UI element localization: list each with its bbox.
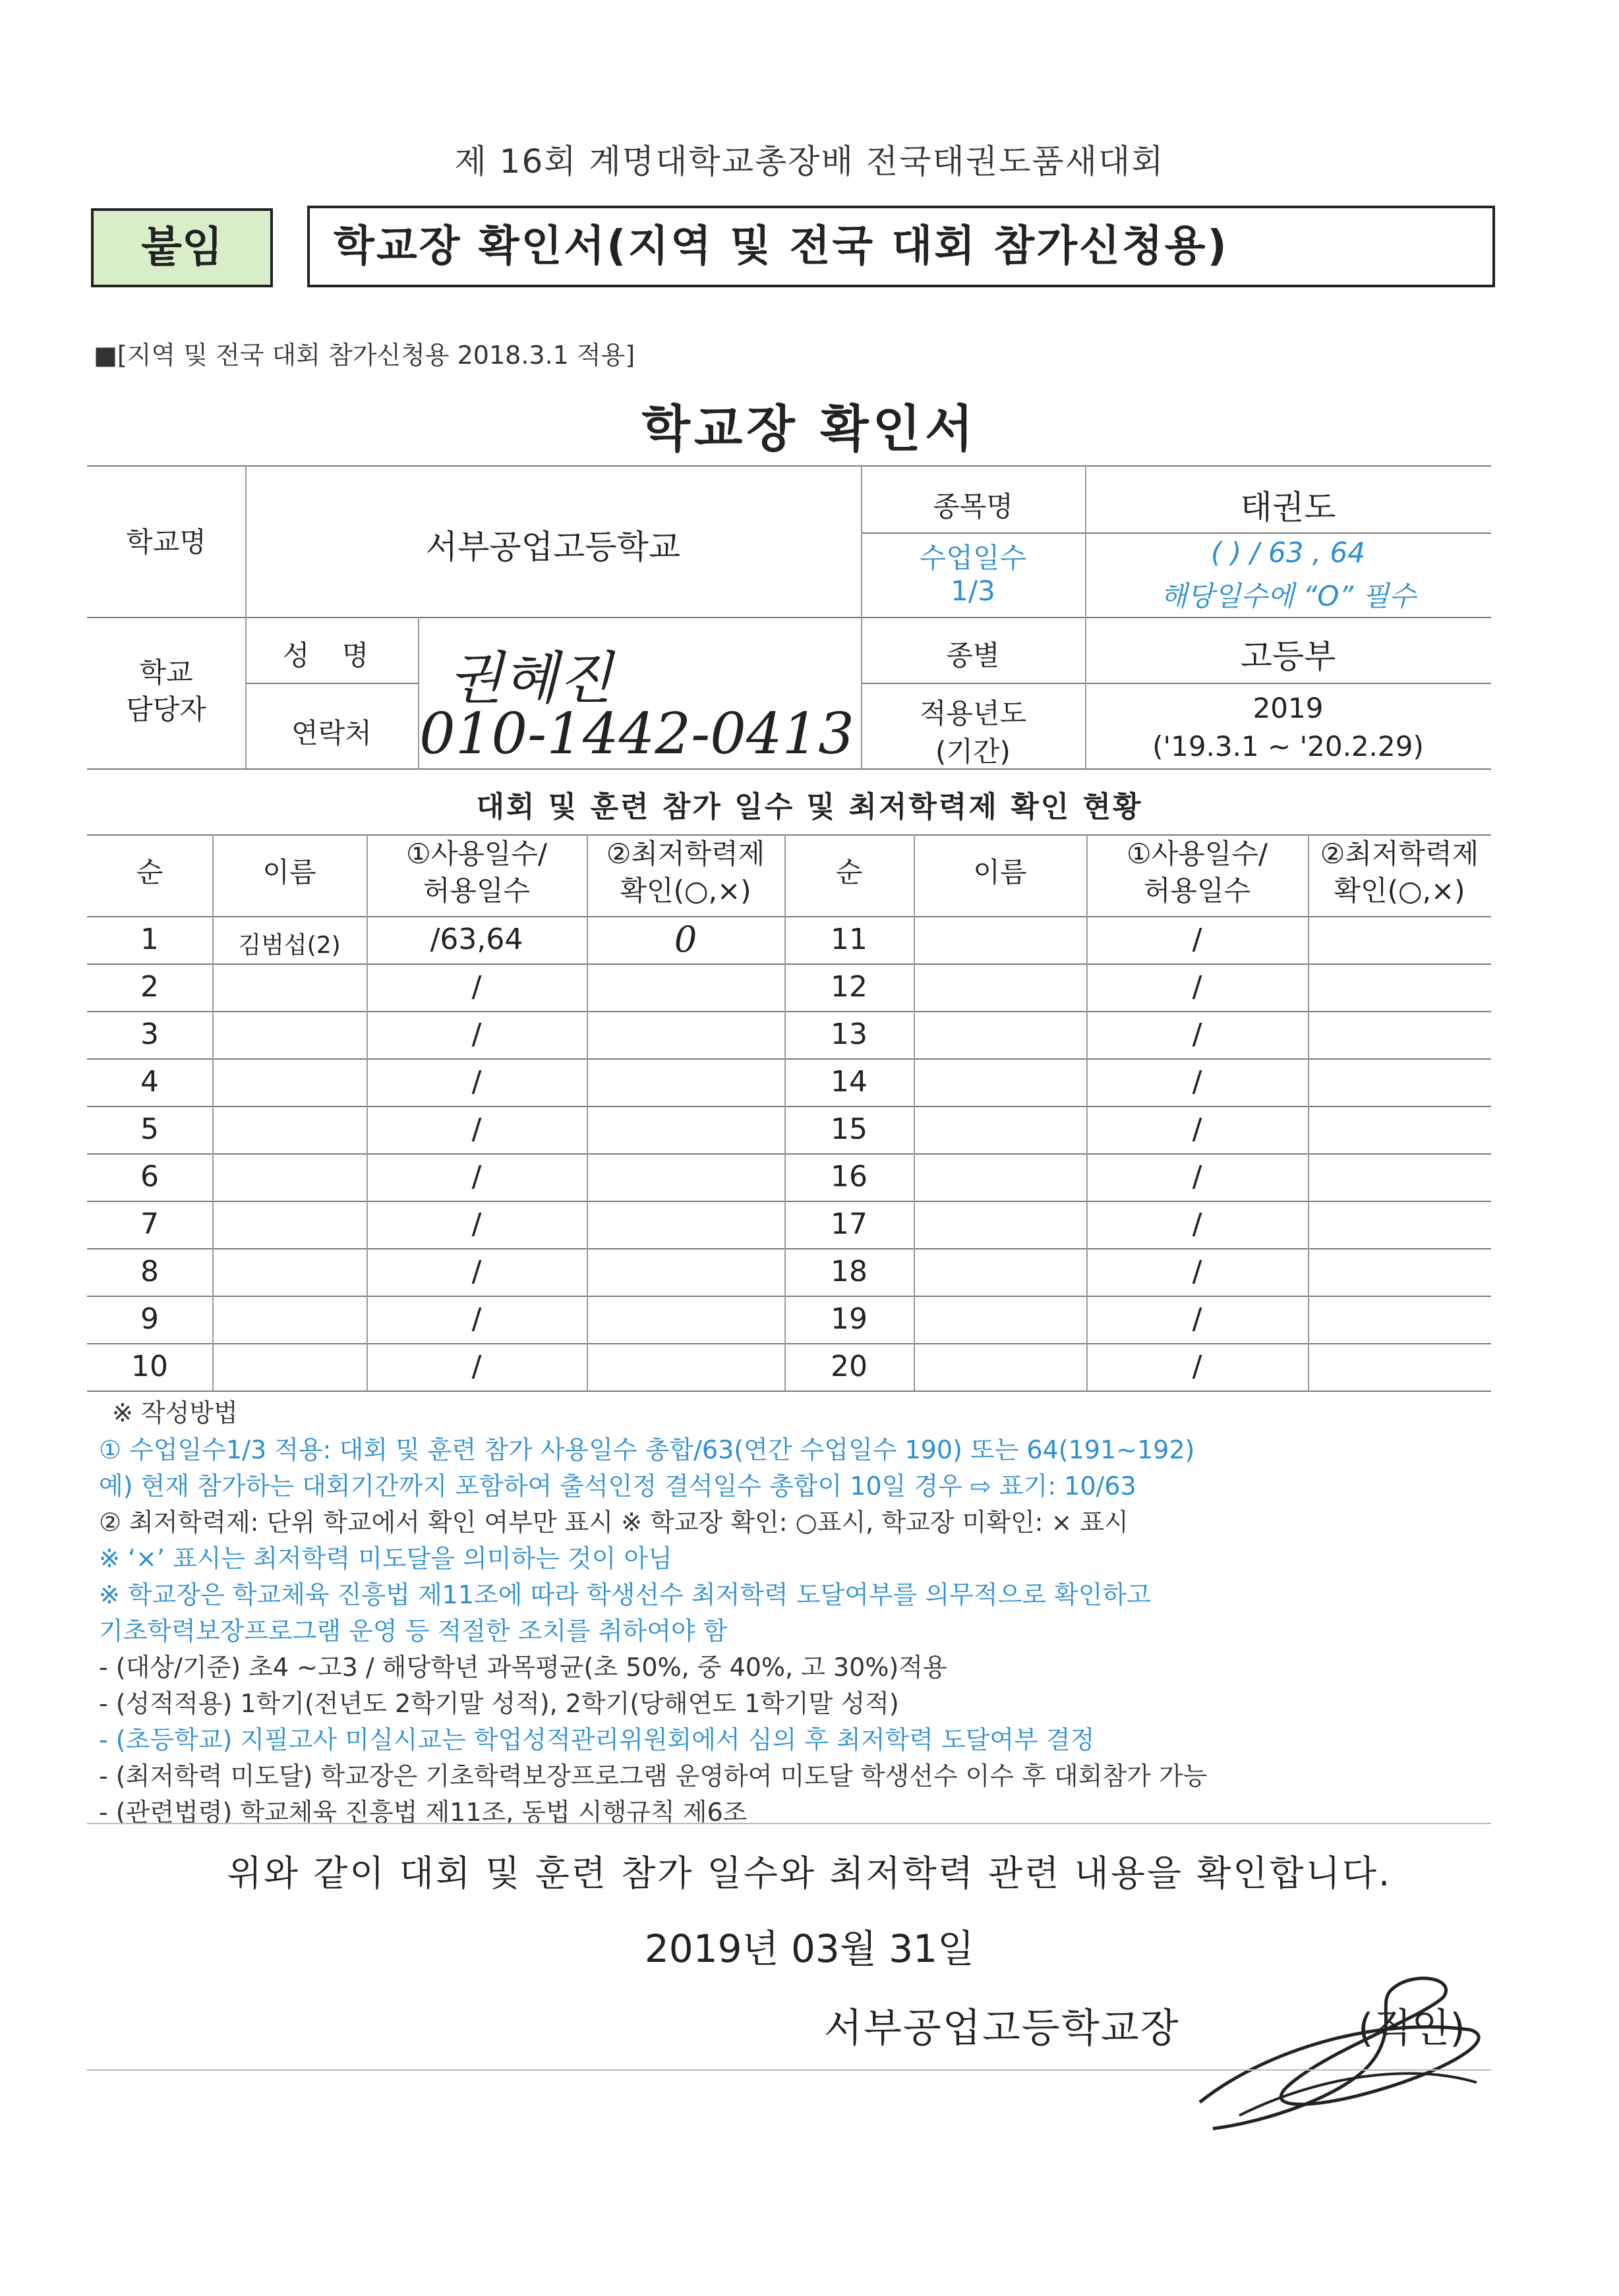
cell-days: / (1192, 1112, 1202, 1146)
cell-no: 13 (831, 1018, 868, 1051)
method-line: ② 최저학력제: 단위 학교에서 확인 여부만 표시 ※ 학교장 확인: ○표시, 학교장 미확인: × 표시 (99, 1508, 1129, 1537)
name-header: 이름 (973, 856, 1027, 888)
footer-divider (87, 2069, 1491, 2071)
form-note: ■[지역 및 전국 대회 참가신청용 2018.3.1 적용] (94, 341, 635, 370)
cell-days: / (1192, 1350, 1202, 1383)
table-col-line (1308, 834, 1309, 1391)
table-row-line (87, 1201, 1491, 1202)
days-header: 허용일수 (423, 875, 531, 907)
name-header: 이름 (262, 856, 316, 888)
method-line: - (관련법령) 학교체육 진흥법 제11조, 동법 시행규칙 제6조 (99, 1798, 748, 1827)
cell-days: / (1192, 1160, 1202, 1193)
table-row-line (87, 1153, 1491, 1155)
principal-title: 서부공업고등학교장 (824, 2005, 1180, 2052)
cell-days: / (471, 1160, 482, 1193)
year-value: 2019 (1252, 692, 1324, 724)
min-header: ②최저학력제 (1320, 838, 1479, 870)
table-col-line (587, 834, 588, 1391)
cell-no: 8 (140, 1255, 159, 1288)
phone-value: 010-1442-0413 (419, 701, 854, 767)
cell-days: / (471, 1302, 482, 1336)
cell-days: / (1192, 1255, 1202, 1288)
school-name: 서부공업고등학교 (425, 528, 681, 566)
no-header: 순 (136, 856, 163, 888)
cell-no: 6 (140, 1160, 159, 1193)
cell-days: / (471, 1207, 482, 1241)
school-label: 학교명 (126, 526, 206, 558)
min-header: 확인(○,×) (620, 875, 751, 907)
table-row-line (87, 963, 1491, 965)
cell-no: 19 (831, 1302, 868, 1336)
method-line: 예) 현재 참가하는 대회기간까지 포함하여 출석인정 결석일수 총합이 10일 경우 ⇨ 표기: 10/63 (99, 1472, 1136, 1501)
cell-no: 4 (140, 1065, 159, 1099)
cell-days: / (471, 970, 482, 1004)
cell-no: 18 (831, 1255, 868, 1288)
name-value: 권혜진 (448, 646, 613, 712)
document-title: 학교장 확인서 (641, 399, 978, 458)
table-row-line (87, 1248, 1491, 1249)
cell-no: 17 (831, 1207, 868, 1241)
info-line (861, 532, 1491, 534)
days-header: ①사용일수/ (1126, 838, 1268, 870)
cell-no: 15 (831, 1112, 868, 1146)
official-seal: (직인) (1358, 2005, 1465, 2052)
cell-no: 20 (831, 1350, 868, 1383)
min-header: 확인(○,×) (1334, 875, 1465, 907)
year-period: ('19.3.1 ~ '20.2.29) (1152, 730, 1424, 762)
method-line: - (초등학교) 지필고사 미실시교는 학업성적관리위원회에서 심의 후 최저학력 도달여부 결정 (99, 1725, 1095, 1754)
cell-days: / (1192, 1065, 1202, 1099)
class-days-label: 수업일수 (919, 542, 1027, 574)
info-border-top (87, 465, 1491, 467)
cell-no: 12 (831, 970, 868, 1004)
info-line (861, 683, 1491, 684)
method-line: 기초학력보장프로그램 운영 등 적절한 조치를 취하여야 함 (99, 1617, 728, 1646)
table-row-line (87, 1391, 1491, 1392)
phone-label: 연락처 (291, 717, 372, 749)
cell-days: / (471, 1350, 482, 1383)
table-row-line (87, 1058, 1491, 1060)
attachment-tag: 붙임 (141, 223, 223, 272)
date: 2019년 03월 31일 (644, 1926, 975, 1971)
method-line: - (최저학력 미도달) 학교장은 기초학력보장프로그램 운영하여 미도달 학생선수 이수 후 대회참가 가능 (99, 1762, 1208, 1791)
info-line (87, 617, 1491, 618)
days-header: ①사용일수/ (405, 838, 548, 870)
confirmation-text: 위와 같이 대회 및 훈련 참가 일수와 최저학력 관련 내용을 확인합니다. (227, 1852, 1392, 1894)
method-line: - (대상/기준) 초4 ~고3 / 해당학년 과목평균(초 50%, 중 40%, 고 30%)적용 (99, 1653, 947, 1682)
cell-no: 2 (140, 970, 159, 1004)
table-col-line (914, 834, 915, 1391)
class-days-fraction: 1/3 (951, 575, 995, 607)
cell-no: 3 (140, 1018, 159, 1051)
contact-label: 학교 (139, 656, 193, 689)
cell-days: / (1192, 970, 1202, 1004)
table-row-line (87, 1343, 1491, 1344)
table-row-line (87, 916, 1491, 917)
cell-days: / (471, 1018, 482, 1051)
cell-no: 7 (140, 1207, 159, 1241)
cell-days: / (471, 1065, 482, 1099)
method-line: ※ ‘×’ 표시는 최저학력 미도달을 의미하는 것이 아님 (99, 1544, 672, 1573)
table-row-line (87, 1011, 1491, 1012)
year-period-label: (기간) (935, 735, 1011, 768)
sport-label: 종목명 (933, 490, 1013, 523)
class-days-value: ( ) / 63 , 64 (1211, 536, 1365, 569)
status-title: 대회 및 훈련 참가 일수 및 최저학력제 확인 현황 (476, 790, 1143, 824)
class-days-note: 해당일수에 “O” 필수 (1160, 580, 1416, 612)
cell-no: 16 (831, 1160, 868, 1193)
cell-days: / (1192, 923, 1202, 956)
method-line: ※ 학교장은 학교체육 진흥법 제11조에 따라 학생선수 최저학력 도달여부를 의무적으로 확인하고 (99, 1580, 1151, 1609)
cell-no: 9 (140, 1302, 159, 1336)
cell-no: 1 (140, 923, 159, 956)
method-line: - (성적적용) 1학기(전년도 2학기말 성적), 2학기(당해연도 1학기말 성적) (99, 1689, 899, 1718)
cell-days: / (1192, 1207, 1202, 1241)
cell-no: 5 (140, 1112, 159, 1146)
cell-days: / (471, 1255, 482, 1288)
info-line (245, 683, 418, 684)
form-title: 학교장 확인서(지역 및 전국 대회 참가신청용) (334, 222, 1229, 271)
division-value: 고등부 (1240, 637, 1336, 675)
no-header: 순 (835, 856, 863, 888)
signature-icon (1160, 1951, 1503, 2148)
cell-days: / (1192, 1018, 1202, 1051)
contact-label-2: 담당자 (126, 693, 206, 726)
method-line: ① 수업일수1/3 적용: 대회 및 훈련 참가 사용일수 총합/63(연간 수업일수 190) 또는 64(191~192) (99, 1435, 1195, 1464)
cell-days: / (471, 1112, 482, 1146)
cell-name: 김범섭(2) (238, 932, 341, 959)
cell-days: /63,64 (430, 923, 523, 956)
cell-min: 0 (674, 919, 697, 960)
cell-no: 14 (831, 1065, 868, 1099)
division-label: 종별 (946, 639, 1000, 672)
year-label: 적용년도 (919, 697, 1027, 730)
info-border-bottom (87, 768, 1491, 770)
name-label: 성 명 (282, 639, 381, 672)
cell-no: 11 (831, 923, 868, 956)
table-col-line (212, 834, 214, 1391)
event-title: 제 16회 계명대학교총장배 전국태권도품새대회 (454, 142, 1165, 181)
min-header: ②최저학력제 (606, 838, 765, 870)
table-row-line (87, 1296, 1491, 1297)
method-heading: ※ 작성방법 (112, 1398, 238, 1427)
method-divider (87, 1823, 1491, 1824)
cell-days: / (1192, 1302, 1202, 1336)
cell-no: 10 (131, 1350, 168, 1383)
sport-value: 태권도 (1240, 488, 1336, 527)
table-row-line (87, 1106, 1491, 1107)
days-header: 허용일수 (1143, 875, 1251, 907)
